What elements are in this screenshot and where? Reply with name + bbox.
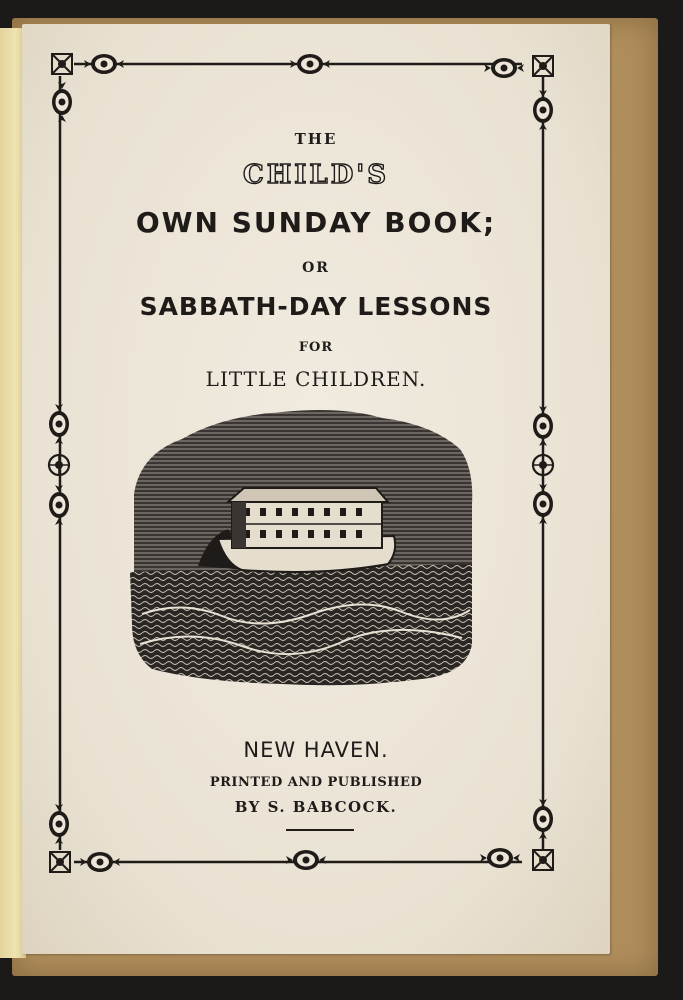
imprint-place: NEW HAVEN. xyxy=(243,738,389,762)
subtitle-little-children: LITTLE CHILDREN. xyxy=(205,367,427,391)
title-own-sunday-book: OWN SUNDAY BOOK; xyxy=(135,206,497,239)
subtitle-sabbath-day-lessons: SABBATH-DAY LESSONS xyxy=(139,292,493,321)
imprint-printed-published: PRINTED AND PUBLISHED xyxy=(209,775,423,790)
title-or: OR xyxy=(302,260,330,276)
imprint-publisher: BY S. BABCOCK. xyxy=(234,798,398,816)
closing-rule xyxy=(286,829,354,831)
title-the: THE xyxy=(294,130,338,148)
subtitle-for: FOR xyxy=(298,340,334,355)
title-page xyxy=(22,24,610,954)
title-childs: CHILD'S xyxy=(243,160,389,190)
